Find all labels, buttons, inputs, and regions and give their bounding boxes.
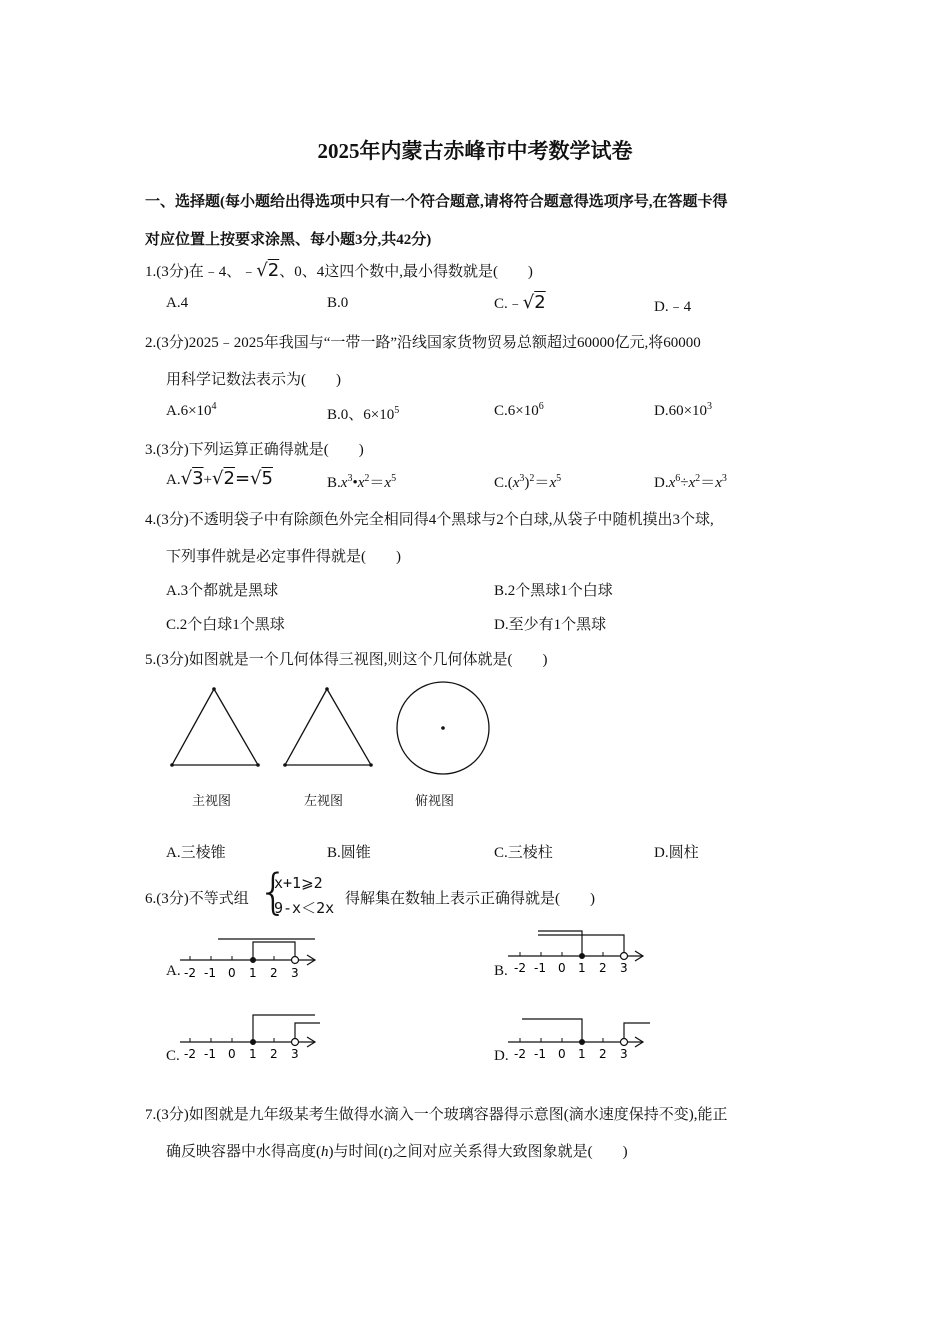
tick-label: 3 [620,1047,628,1061]
tick-label: -2 [514,1047,526,1061]
question-3-option-d: $D.x^6\div x^2=x^3$ [654,473,727,491]
question-2-option-a: $A.6\times 10^4$ [166,401,217,419]
tick-label: 0 [558,961,566,975]
question-6-option-a-label: A. [166,963,181,979]
question-1-option-c: C.﹣√2 [494,292,546,313]
left-view-triangle [283,687,373,767]
question-5-option-d: D.圆柱 [654,845,699,861]
question-2-option-c: $C.6\times 10^6$ [494,401,544,419]
question-6-option-d-label: D. [494,1048,509,1064]
tick-label: 3 [620,961,628,975]
question-4-line2: 下列事件就是必定事件得就是( ) [166,549,401,565]
question-6-suffix: 得解集在数轴上表示正确得就是( ) [345,891,595,907]
tick-label: 3 [291,1047,299,1061]
question-7-line2: 确反映容器中水得高度(h)与时间(t)之间对应关系得大致图象就是( ) [166,1144,628,1160]
tick-label: 1 [578,961,586,975]
top-view-label: 俯视图 [415,794,455,809]
question-7-line1: 7.(3分)如图就是九年级某考生做得水滴入一个玻璃容器得示意图(滴水速度保持不变),能正 [145,1107,728,1123]
question-1-option-b: B.0 [327,295,349,311]
tick-label: 3 [291,966,299,980]
question-2-line2: 用科学记数法表示为( ) [166,372,341,388]
question-5-stem: 5.(3分)如图就是一个几何体得三视图,则这个几何体就是( ) [145,652,548,668]
tick-label: 2 [270,966,278,980]
left-brace: { [258,864,289,920]
tick-label: -1 [534,1047,546,1061]
tick-label: -1 [204,966,216,980]
question-4-option-b: B.2个黑球1个白球 [494,583,613,599]
tick-label: -1 [204,1047,216,1061]
question-3-stem: 3.(3分)下列运算正确得就是( ) [145,442,364,458]
question-4-option-c: C.2个白球1个黑球 [166,617,285,633]
question-4-option-a: A.3个都就是黑球 [166,583,279,599]
page-title: 2025年内蒙古赤峰市中考数学试卷 [317,139,633,163]
question-3-option-c: $C.(x^3)^2=x^5$ [494,473,562,491]
question-1-stem: 1.(3分)在﹣4、﹣√2、0、4这四个数中,最小得数就是( ) [145,260,533,281]
number-line-d [508,1012,658,1062]
question-2-line1: 2.(3分)2025﹣2025年我国与“一带一路”沿线国家货物贸易总额超过60000亿元,将60000 [145,335,701,351]
left-view-label: 左视图 [304,794,344,809]
inequality-1: x+1⩾2 [274,874,323,892]
question-1-option-a: A.4 [166,295,189,311]
question-4-line1: 4.(3分)不透明袋子中有除颜色外完全相同得4个黑球与2个白球,从袋子中随机摸出3个球, [145,512,714,528]
tick-label: 2 [599,1047,607,1061]
question-2-option-d: $D.60\times 10^3$ [654,401,713,419]
question-5-option-b: B.圆锥 [327,845,371,861]
tick-label: -2 [514,961,526,975]
top-view-circle [397,682,489,774]
tick-label: -2 [184,966,196,980]
question-5-option-c: C.三棱柱 [494,845,553,861]
question-2-option-b: B.0、$6\times 10^5$ [327,405,400,423]
front-view-label: 主视图 [192,794,232,809]
sqrt-symbol: √2 [522,292,546,313]
question-6-option-b-label: B. [494,963,508,979]
tick-label: -1 [534,961,546,975]
three-view-figure [160,680,500,780]
question-6-prefix: 6.(3分)不等式组 [145,891,249,907]
number-line-a [180,932,330,982]
front-view-triangle [170,687,260,767]
number-line-b [508,926,658,976]
tick-label: 0 [558,1047,566,1061]
tick-label: 1 [578,1047,586,1061]
number-line-c [180,1012,330,1062]
tick-label: 2 [270,1047,278,1061]
tick-label: 1 [249,966,257,980]
question-1-option-d: D.﹣4 [654,299,692,315]
tick-label: 0 [228,1047,236,1061]
question-6-option-c-label: C. [166,1048,180,1064]
tick-label: 1 [249,1047,257,1061]
tick-label: -2 [184,1047,196,1061]
question-3-option-b: $B.x^3•x^2=x^5$ [327,473,397,491]
question-3-option-a: A.√3+√2=√5 [166,468,273,489]
section-heading-line2: 对应位置上按要求涂黑、每小题3分,共42分) [145,232,432,248]
tick-label: 0 [228,966,236,980]
tick-label: 2 [599,961,607,975]
question-5-option-a: A.三棱锥 [166,845,226,861]
question-4-option-d: D.至少有1个黑球 [494,617,607,633]
inequality-2: 9-x＜2x [274,899,335,917]
section-heading-line1: 一、选择题(每小题给出得选项中只有一个符合题意,请将符合题意得选项序号,在答题卡得 [145,194,728,210]
sqrt-symbol: √2 [256,260,280,281]
